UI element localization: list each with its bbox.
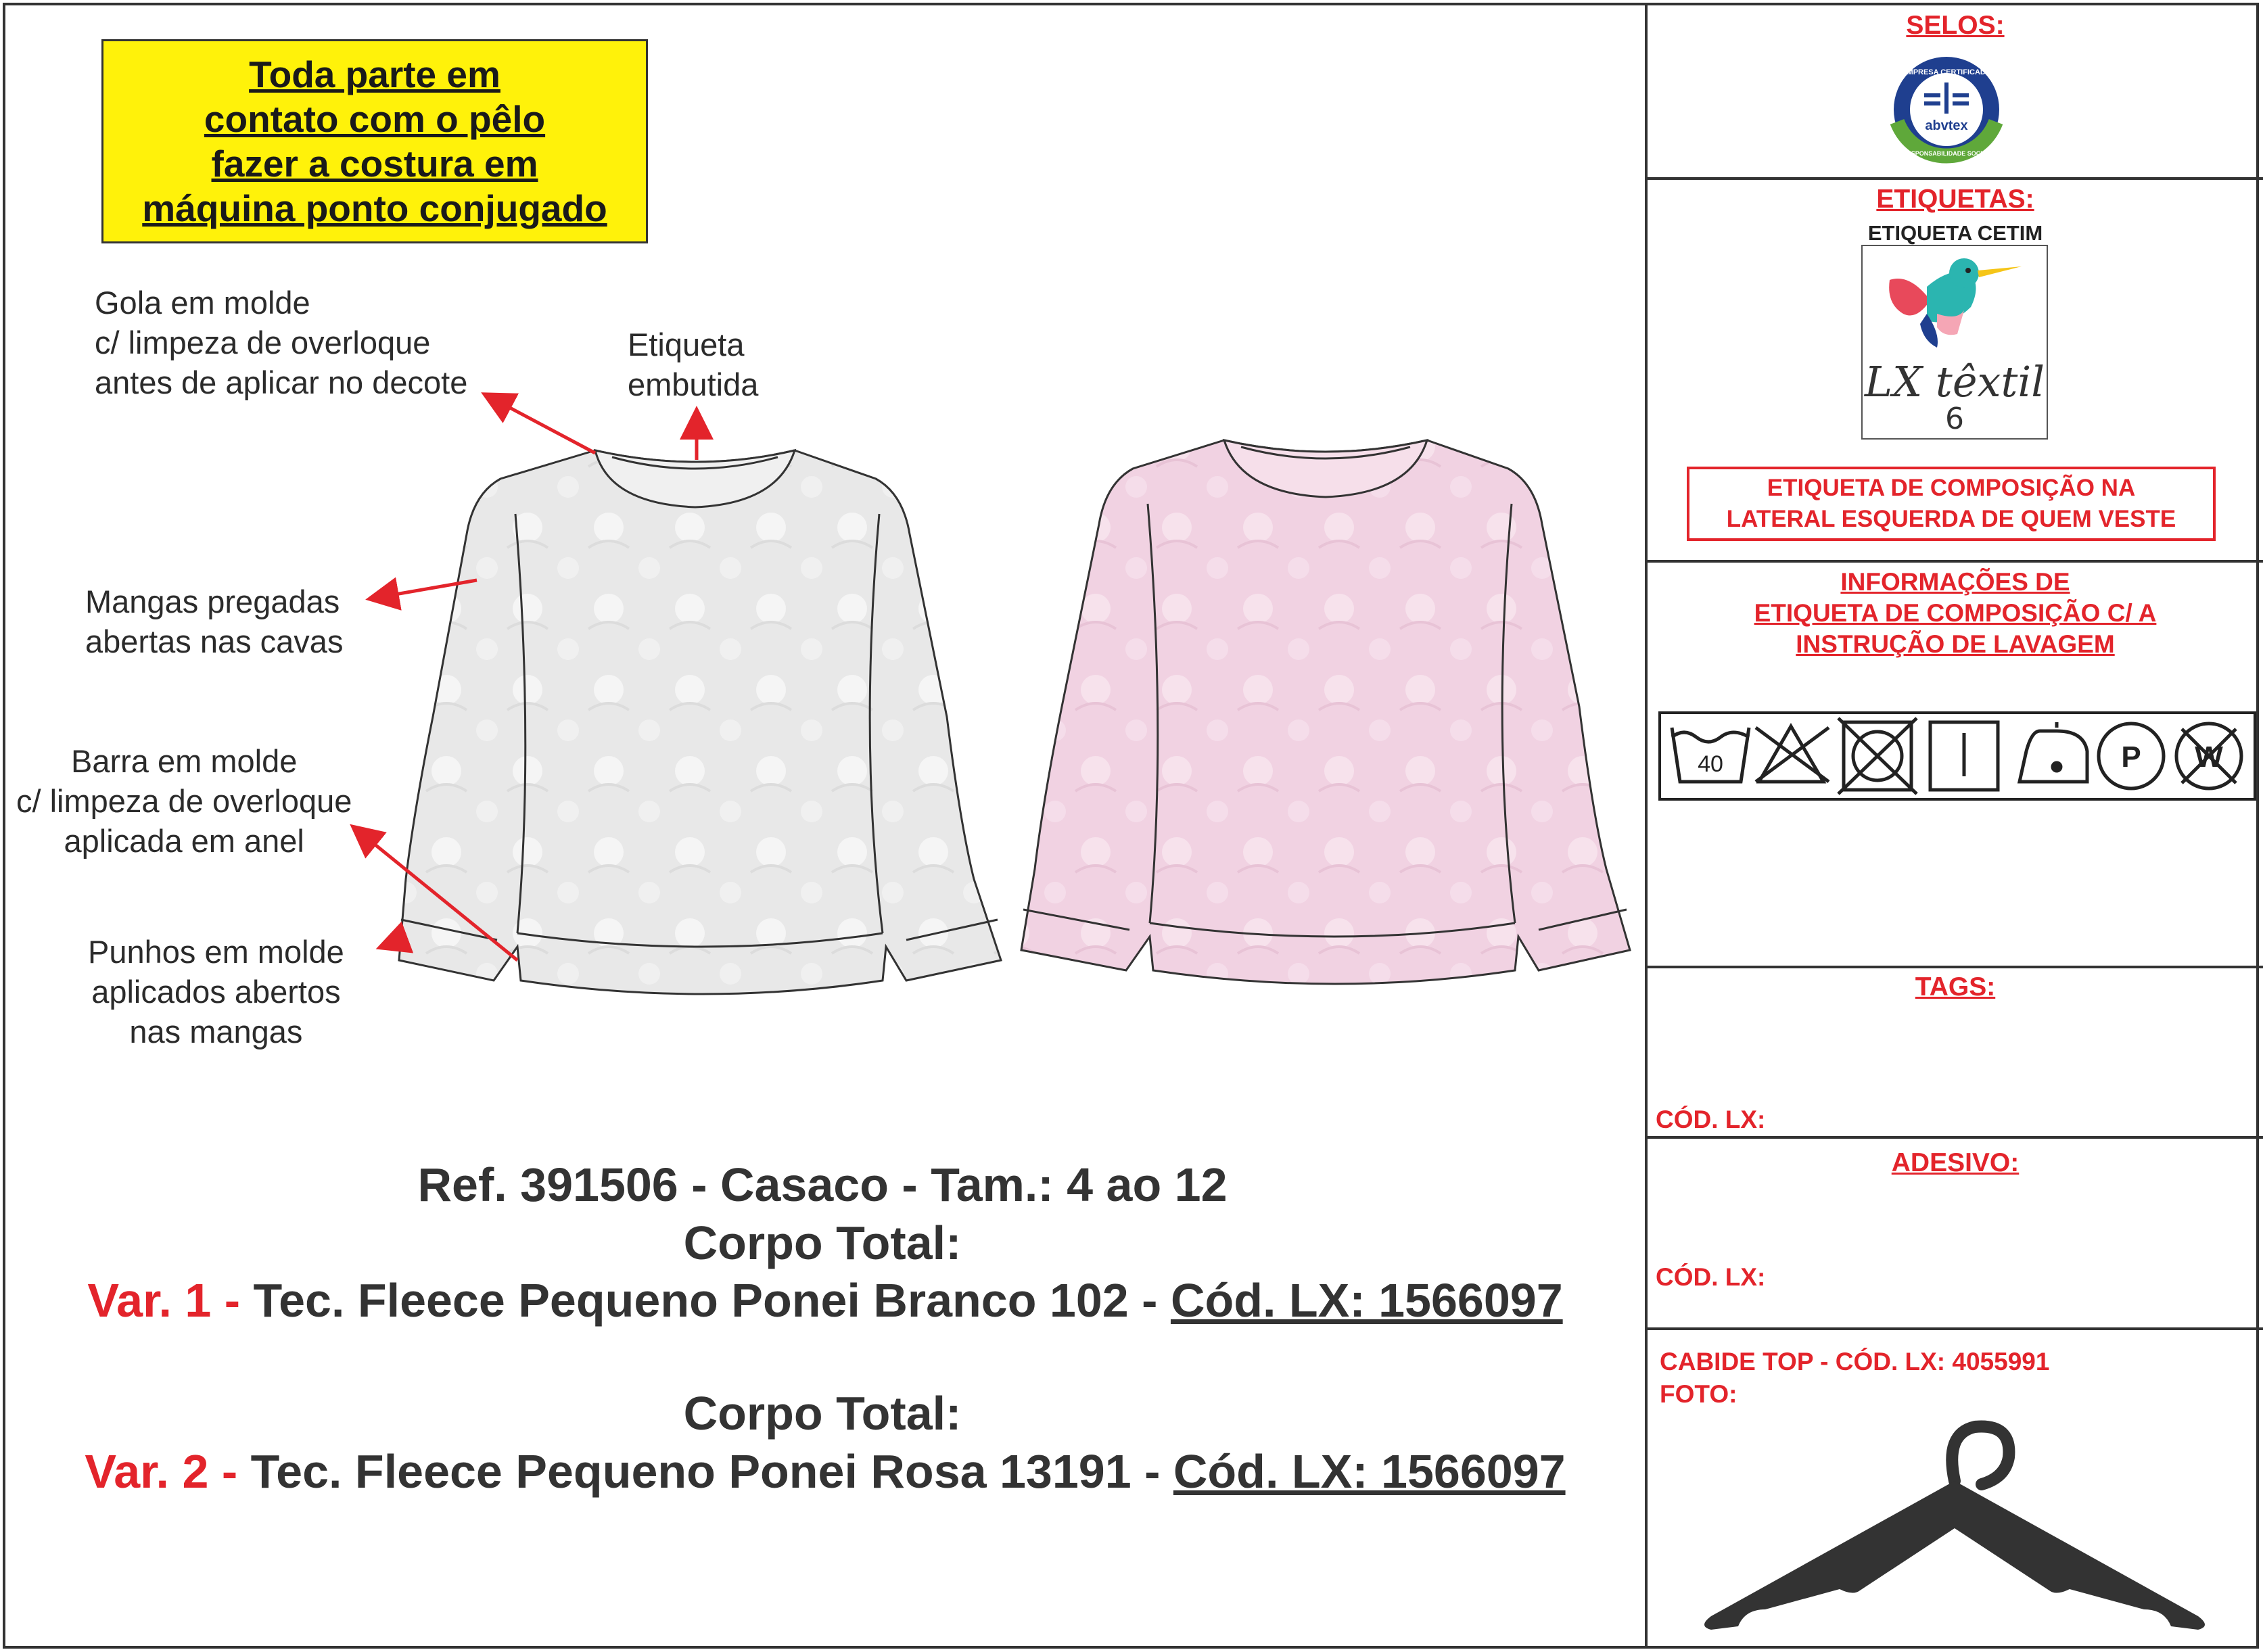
- sweater-variant-1: [399, 450, 1001, 994]
- adesivo-title: ADESIVO:: [1891, 1148, 2020, 1177]
- etiquetas-title: ETIQUETAS:: [1876, 185, 2034, 214]
- etiqueta-cetim-label: ETIQUETA CETIM: [1867, 221, 2043, 245]
- informacoes-line: INSTRUÇÃO DE LAVAGEM: [1796, 630, 2115, 658]
- composicao-line: LATERAL ESQUERDA DE QUEM VESTE: [1726, 506, 2176, 532]
- informacoes-line: INFORMAÇÕES DE: [1840, 568, 2070, 596]
- var1-heading: Corpo Total:: [683, 1217, 962, 1269]
- notice-line: fazer a costura em: [211, 143, 538, 185]
- no-tumble-dry-icon: [1838, 718, 1917, 794]
- no-wet-clean-icon: [2176, 724, 2241, 788]
- garment-illustration: [0, 0, 1645, 1082]
- hummingbird-logo-icon: [1863, 246, 2047, 438]
- var1-label: Var. 1 -: [87, 1274, 241, 1327]
- var2-line: [14, 1444, 1637, 1498]
- informacoes-line: ETIQUETA DE COMPOSIÇÃO C/ A: [1754, 599, 2157, 627]
- var1-fabric: Tec. Fleece Pequeno Ponei Branco 102 -: [253, 1274, 1158, 1327]
- abvtex-seal-icon: [1889, 54, 2004, 166]
- label-size-text: 6: [1945, 402, 1964, 436]
- sidebar-separator-adesivo: [1645, 1327, 2263, 1330]
- annotation-etiqueta: Etiqueta embutida: [628, 327, 759, 402]
- wash-temp-text: 40: [1698, 751, 1723, 777]
- var2-fabric: Tec. Fleece Pequeno Ponei Rosa 13191 -: [250, 1445, 1161, 1498]
- var1-code: Cód. LX: 1566097: [1170, 1274, 1563, 1327]
- tags-cod-label: CÓD. LX:: [1656, 1106, 1766, 1133]
- var2-heading: Corpo Total:: [683, 1387, 962, 1440]
- sidebar-separator-tags: [1645, 1136, 2263, 1139]
- wash-instructions: [1658, 711, 2256, 801]
- no-bleach-icon: [1756, 726, 1829, 782]
- cabide-code: CABIDE TOP - CÓD. LX: 4055991: [1660, 1348, 2050, 1375]
- seal-brand-text: abvtex: [1925, 118, 1968, 133]
- var2-label: Var. 2 -: [85, 1445, 238, 1498]
- selos-title: SELOS:: [1906, 11, 2005, 40]
- adesivo-cod-label: CÓD. LX:: [1656, 1263, 1766, 1291]
- product-ref: Ref. 391506 - Casaco - Tam.: 4 ao 12: [417, 1158, 1228, 1211]
- composicao-notice-box: [1687, 467, 2216, 541]
- dry-clean-p-icon: [2099, 724, 2164, 788]
- line-dry-icon: [1930, 722, 1998, 790]
- sidebar-separator-info: [1645, 966, 2263, 968]
- wet-clean-letter: W: [2195, 740, 2223, 774]
- notice-line: máquina ponto conjugado: [142, 187, 607, 229]
- annotation-barra: Barra em molde c/ limpeza de overloque aplicada em anel: [16, 743, 352, 859]
- annotation-mangas: Mangas pregadas abertas nas cavas: [85, 584, 344, 659]
- sweater-variant-2: [1021, 440, 1630, 984]
- seal-bottom-text: RESPONSABILIDADE SOCIAL: [1903, 150, 1990, 157]
- care-symbols: [1661, 714, 2254, 798]
- composicao-line: ETIQUETA DE COMPOSIÇÃO NA: [1767, 475, 2136, 501]
- foto-label: FOTO:: [1660, 1380, 1737, 1408]
- iron-low-icon: [2020, 722, 2087, 782]
- notice-line: Toda parte em: [249, 53, 500, 95]
- label-brand-text: LX têxtil: [1864, 357, 2045, 406]
- annotation-gola: Gola em molde c/ limpeza de overloque antes de aplicar no decote: [95, 285, 468, 400]
- tags-title: TAGS:: [1915, 972, 1996, 1001]
- dry-clean-letter: P: [2121, 740, 2141, 774]
- lx-textil-label: [1861, 245, 2048, 440]
- var2-code: Cód. LX: 1566097: [1173, 1445, 1566, 1498]
- sidebar-separator-etiquetas: [1645, 560, 2263, 563]
- var1-line: [14, 1273, 1637, 1327]
- hanger-icon: [1684, 1393, 2225, 1636]
- notice-line: contato com o pêlo: [204, 98, 546, 140]
- annotation-punhos: Punhos em molde aplicados abertos nas mangas: [88, 934, 344, 1049]
- wash-40-icon: [1672, 728, 1749, 782]
- sidebar-divider: [1645, 3, 1648, 1649]
- seal-top-text: EMPRESA CERTIFICADA: [1902, 68, 1991, 76]
- informacoes-block: [1648, 567, 2263, 660]
- sidebar-separator-selos: [1645, 177, 2263, 180]
